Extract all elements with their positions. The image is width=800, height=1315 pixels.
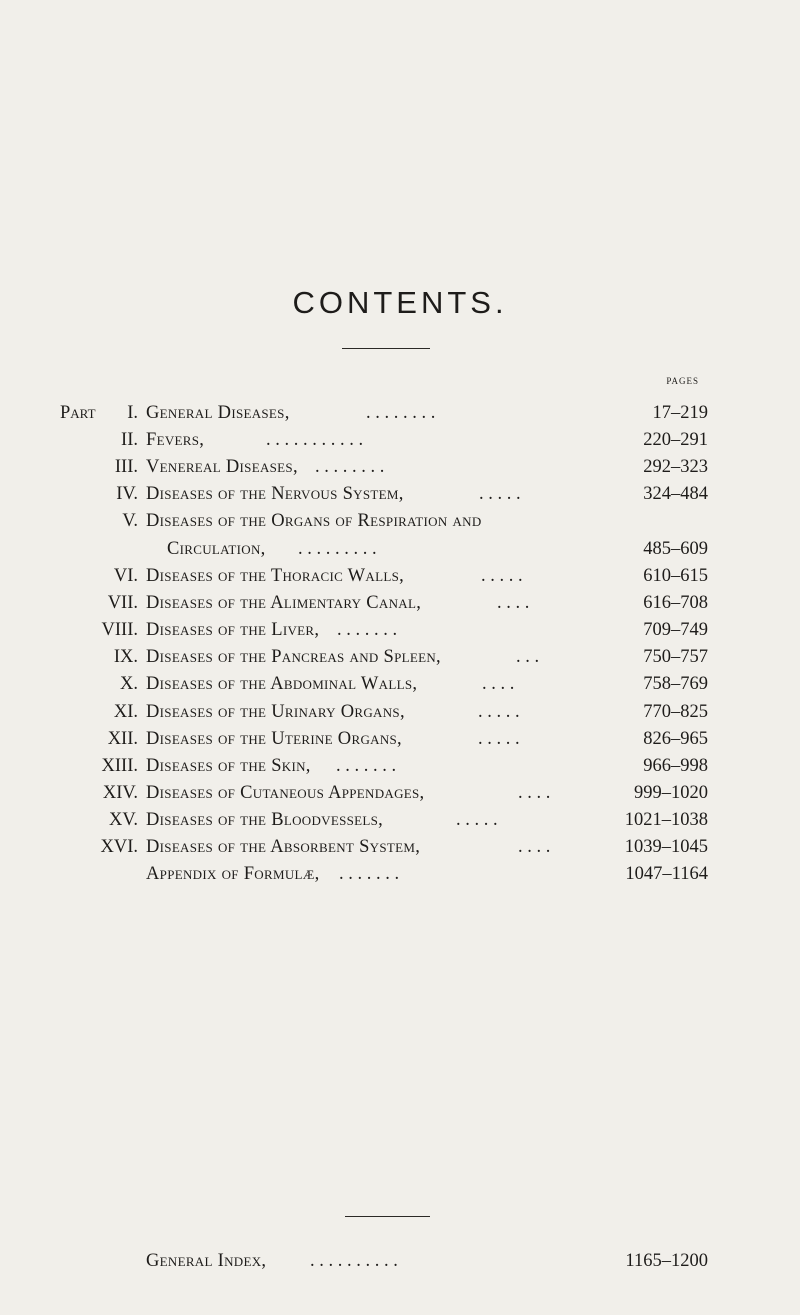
dot-leaders: . . . . (518, 783, 551, 803)
entry-title: Diseases of the Pancreas and Spleen, (146, 647, 441, 667)
entry-number: IX. (113, 647, 138, 667)
part-label: Part (60, 403, 96, 423)
toc-entry (0, 617, 800, 643)
toc-entry (0, 536, 800, 562)
entry-pages: 709–749 (643, 620, 708, 640)
dot-leaders: . . . . . . . . . . . (266, 430, 364, 450)
dot-leaders: . . . . . . . . (366, 403, 436, 423)
dot-leaders: . . . . . . . (339, 864, 400, 884)
page-title: CONTENTS. (292, 285, 508, 320)
entry-pages: 999–1020 (634, 783, 708, 803)
entry-title: Diseases of the Absorbent System, (146, 837, 421, 857)
entry-title: Appendix of Formulæ, (146, 864, 320, 884)
dot-leaders: . . . . . . . . (315, 457, 385, 477)
entry-pages: 324–484 (643, 484, 708, 504)
entry-number: XI. (113, 702, 138, 722)
entry-title: Diseases of the Uterine Organs, (146, 729, 402, 749)
entry-number: XV. (109, 810, 138, 830)
entry-pages: 616–708 (643, 593, 708, 613)
toc-entry (0, 699, 800, 725)
index-entry (0, 1248, 800, 1274)
entry-number: XVI. (100, 837, 138, 857)
dot-leaders: . . . . . (479, 484, 521, 504)
toc-entry (0, 807, 800, 833)
entry-pages: 770–825 (643, 702, 708, 722)
entry-title: Circulation, (167, 539, 266, 559)
entry-title: Diseases of the Skin, (146, 756, 311, 776)
dot-leaders: . . . . (482, 674, 515, 694)
entry-pages: 610–615 (643, 566, 708, 586)
entry-number: XIII. (101, 756, 138, 776)
toc-entry (0, 644, 800, 670)
toc-entry (0, 427, 800, 453)
entry-number: III. (114, 457, 138, 477)
dot-leaders: . . . . . . . . . (298, 539, 377, 559)
entry-number: X. (120, 674, 138, 694)
toc-entry (0, 726, 800, 752)
entry-number: XII. (107, 729, 138, 749)
dot-leaders: . . . . . . . (336, 756, 397, 776)
index-leaders: . . . . . . . . . . (310, 1251, 398, 1271)
toc-entry (0, 834, 800, 860)
entry-title: Diseases of the Alimentary Canal, (146, 593, 422, 613)
index-title: General Index, (146, 1251, 267, 1271)
toc-entry (0, 590, 800, 616)
toc-entry (0, 508, 800, 534)
entry-number: V. (122, 511, 138, 531)
toc-entry (0, 481, 800, 507)
entry-pages: 750–757 (643, 647, 708, 667)
entry-number: XIV. (102, 783, 138, 803)
entry-title: Diseases of the Thoracic Walls, (146, 566, 405, 586)
toc-entry (0, 753, 800, 779)
dot-leaders: . . . . . (456, 810, 498, 830)
entry-pages: 17–219 (652, 403, 708, 423)
entry-pages: 1039–1045 (624, 837, 708, 857)
entry-title: Diseases of the Abdominal Walls, (146, 674, 418, 694)
entry-pages: 758–769 (643, 674, 708, 694)
dot-leaders: . . . . (518, 837, 551, 857)
entry-title: Fevers, (146, 430, 205, 450)
toc-entry (0, 563, 800, 589)
entry-title: Diseases of the Urinary Organs, (146, 702, 405, 722)
entry-title: Venereal Diseases, (146, 457, 298, 477)
bottom-divider (345, 1216, 430, 1217)
dot-leaders: . . . (516, 647, 540, 667)
dot-leaders: . . . . . (481, 566, 523, 586)
entry-number: VI. (113, 566, 138, 586)
dot-leaders: . . . . (497, 593, 530, 613)
dot-leaders: . . . . . (478, 702, 520, 722)
entry-number: II. (121, 430, 138, 450)
toc-entry (0, 780, 800, 806)
entry-number: VIII. (101, 620, 138, 640)
dot-leaders: . . . . . . . (337, 620, 398, 640)
toc-entry (0, 400, 800, 426)
toc-entry (0, 454, 800, 480)
toc-entry (0, 671, 800, 697)
entry-pages: 292–323 (643, 457, 708, 477)
entry-title: Diseases of Cutaneous Appendages, (146, 783, 425, 803)
entry-number: VII. (107, 593, 138, 613)
top-divider (342, 348, 430, 349)
pages-column-heading: PAGES (666, 376, 699, 386)
entry-pages: 826–965 (643, 729, 708, 749)
dot-leaders: . . . . . (478, 729, 520, 749)
index-pages: 1165–1200 (625, 1251, 708, 1271)
entry-title: General Diseases, (146, 403, 290, 423)
entry-pages: 485–609 (643, 539, 708, 559)
entry-number: I. (127, 403, 138, 423)
entry-pages: 966–998 (643, 756, 708, 776)
entry-title: Diseases of the Bloodvessels, (146, 810, 384, 830)
entry-title: Diseases of the Liver, (146, 620, 320, 640)
entry-pages: 220–291 (643, 430, 708, 450)
toc-entry (0, 861, 800, 887)
entry-title: Diseases of the Nervous System, (146, 484, 404, 504)
entry-number: IV. (116, 484, 138, 504)
entry-title: Diseases of the Organs of Respiration and (146, 511, 482, 531)
entry-pages: 1047–1164 (625, 864, 708, 884)
entry-pages: 1021–1038 (624, 810, 708, 830)
